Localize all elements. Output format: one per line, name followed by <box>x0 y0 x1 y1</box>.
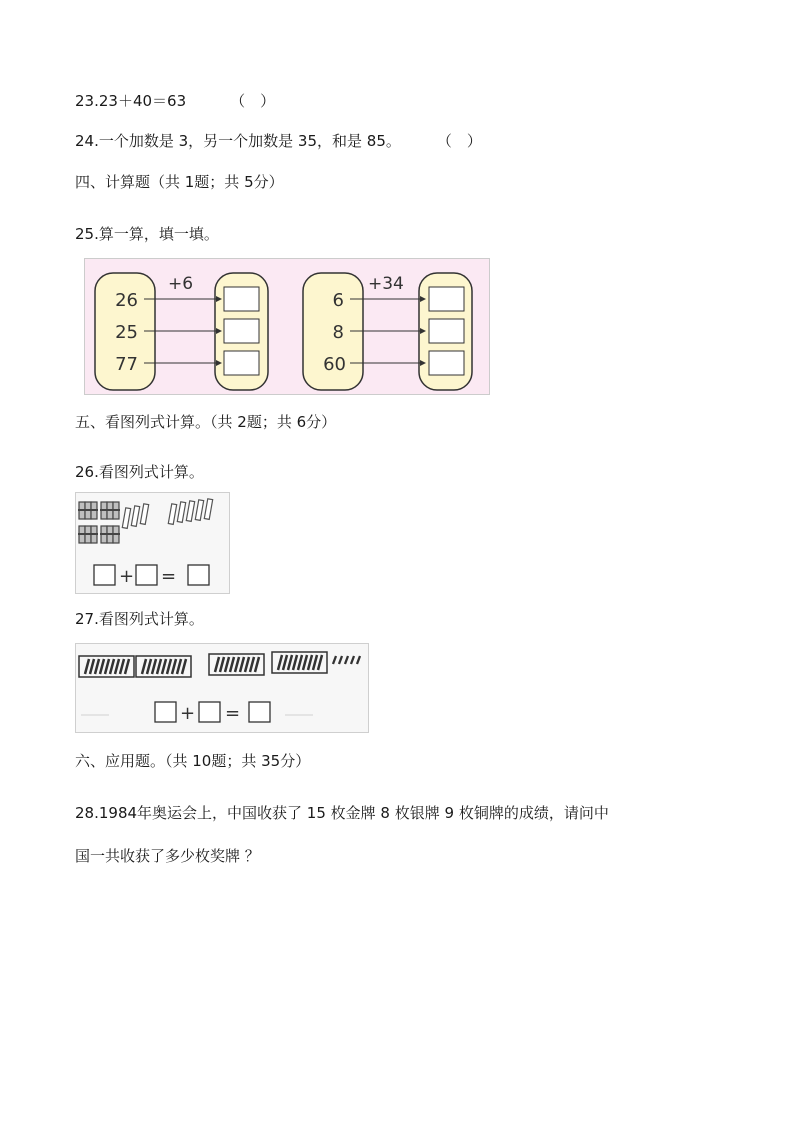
stick-bundle-icon <box>100 502 120 519</box>
question-24-text: 24.一个加数是 3，另一个加数是 35，和是 85。 <box>75 132 401 150</box>
question-28-line-2: 国一共收获了多少枚奖牌 ？ <box>75 847 260 865</box>
answer-box-2[interactable] <box>199 702 220 722</box>
figure-27 <box>75 643 369 733</box>
stick-bundle-icon <box>100 526 120 543</box>
question-27: 27.看图列式计算。 <box>75 610 204 628</box>
right-answer-box-2[interactable] <box>429 319 464 343</box>
left-input-2: 25 <box>115 322 138 343</box>
right-input-2: 8 <box>332 322 344 343</box>
answer-bracket[interactable]: （ ） <box>230 92 276 110</box>
left-answer-box-2[interactable] <box>224 319 259 343</box>
question-23 <box>75 91 275 111</box>
question-26: 26.看图列式计算。 <box>75 463 204 481</box>
stick-bundle-icon <box>78 502 98 519</box>
right-answer-box-1[interactable] <box>429 287 464 311</box>
section-4-heading: 四、计算题（共 1题；共 5分） <box>75 173 284 191</box>
left-answer-box-1[interactable] <box>224 287 259 311</box>
left-operation-label: +6 <box>168 274 194 294</box>
plus-sign: + <box>119 566 135 587</box>
right-operation-label: +34 <box>368 274 404 294</box>
question-23-text: 23.23＋40＝63 <box>75 92 187 110</box>
answer-box-3[interactable] <box>249 702 270 722</box>
answer-box-1[interactable] <box>94 565 115 585</box>
plus-sign: + <box>180 703 196 724</box>
equals-sign: = <box>225 703 241 724</box>
answer-bracket[interactable]: （ ） <box>436 132 482 150</box>
question-28-line-1: 28.1984年奥运会上，中国收获了 15 枚金牌 8 枚银牌 9 枚铜牌的成绩，请问中 <box>75 804 609 822</box>
figure-27-background <box>76 644 369 733</box>
right-input-3: 60 <box>323 354 346 375</box>
right-input-1: 6 <box>332 290 344 311</box>
left-input-1: 26 <box>115 290 138 311</box>
figure-26 <box>75 492 230 594</box>
left-answer-box-3[interactable] <box>224 351 259 375</box>
stick-bundle-icon <box>78 526 98 543</box>
answer-box-3[interactable] <box>188 565 209 585</box>
question-24 <box>75 131 482 151</box>
right-answer-box-3[interactable] <box>429 351 464 375</box>
left-input-3: 77 <box>115 354 138 375</box>
equals-sign: = <box>161 566 177 587</box>
section-6-heading: 六、应用题。（共 10题；共 35分） <box>75 752 311 770</box>
question-25: 25.算一算，填一填。 <box>75 225 219 243</box>
section-5-heading: 五、看图列式计算。（共 2题；共 6分） <box>75 413 337 431</box>
answer-box-1[interactable] <box>155 702 176 722</box>
figure-25 <box>84 258 490 395</box>
answer-box-2[interactable] <box>136 565 157 585</box>
